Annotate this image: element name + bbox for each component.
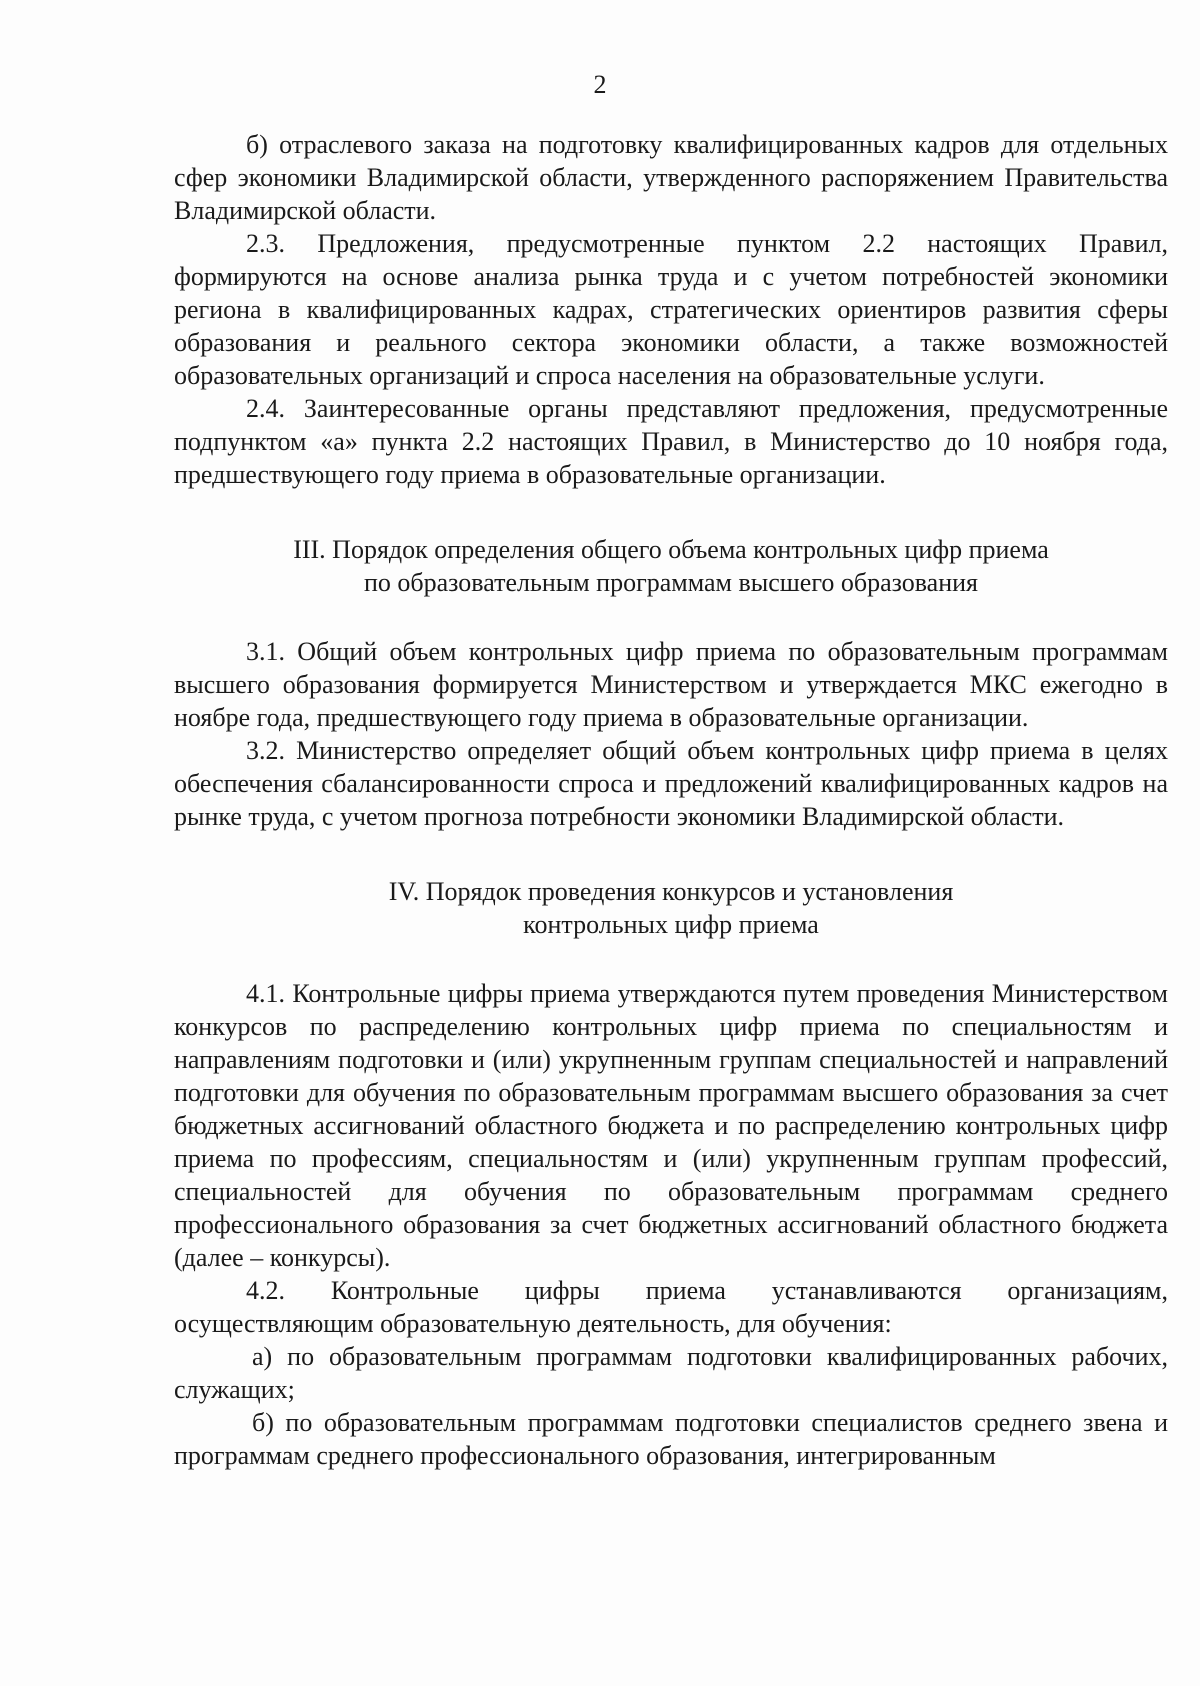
page-number: 2: [593, 70, 607, 99]
subitem-4-2-b: б) по образовательным программам подготовки специалистов среднего звена и программам среднего профессионального образования, интегрированным: [174, 1408, 1168, 1470]
paragraph-2-3: 2.3. Предложения, предусмотренные пунктом 2.2 настоящих Правил, формируются на основе анализа рынка труда и с учетом потребностей экономики региона в квалифицированных кадрах, стратегических ориентиров развития сферы образования и реального сектора экономики области, а также возможностей образовательных организаций и спроса населения на образовательные услуги.: [174, 229, 1168, 390]
paragraph-4-1: 4.1. Контрольные цифры приема утверждаются путем проведения Министерством конкурсов по распределению контрольных цифр приема по специальностям и направлениям подготовки и (или) укрупненным группам специальностей и направлений подготовки для обучения по образовательным программам высшего образования за счет бюджетных ассигнований областного бюджета и по распределению контрольных цифр приема по профессиям, специальностям и (или) укрупненным группам профессий, специальностей для обучения по образовательным программам среднего профессионального образования за счет бюджетных ассигнований областного бюджета (далее – конкурсы).: [174, 979, 1168, 1272]
subitem-4-2-a: а) по образовательным программам подготовки квалифицированных рабочих, служащих;: [174, 1342, 1168, 1404]
section-3-heading: III. Порядок определения общего объема контрольных цифр приема по образовательным программам высшего образования: [293, 535, 1049, 597]
paragraph-2-4: 2.4. Заинтересованные органы представляют предложения, предусмотренные подпунктом «а» пункта 2.2 настоящих Правил, в Министерство до 10 ноября года, предшествующего году приема в образовательные организации.: [174, 394, 1168, 489]
paragraph-4-2: 4.2. Контрольные цифры приема устанавливаются организациям, осуществляющим образовательную деятельность, для обучения:: [174, 1276, 1168, 1338]
paragraph-3-2: 3.2. Министерство определяет общий объем контрольных цифр приема в целях обеспечения сбалансированности спроса и предложений квалифицированных кадров на рынке труда, с учетом прогноза потребности экономики Владимирской области.: [174, 736, 1168, 831]
paragraph-3-1: 3.1. Общий объем контрольных цифр приема по образовательным программам высшего образования формируется Министерством и утверждается МКС ежегодно в ноябре года, предшествующего году приема в образовательные организации.: [174, 637, 1168, 732]
section-4-heading: IV. Порядок проведения конкурсов и установления контрольных цифр приема: [388, 877, 954, 939]
paragraph-2-2-b: б) отраслевого заказа на подготовку квалифицированных кадров для отдельных сфер экономики Владимирской области, утвержденного распоряжением Правительства Владимирской области.: [174, 130, 1168, 225]
document-body: [174, 128, 1168, 1472]
